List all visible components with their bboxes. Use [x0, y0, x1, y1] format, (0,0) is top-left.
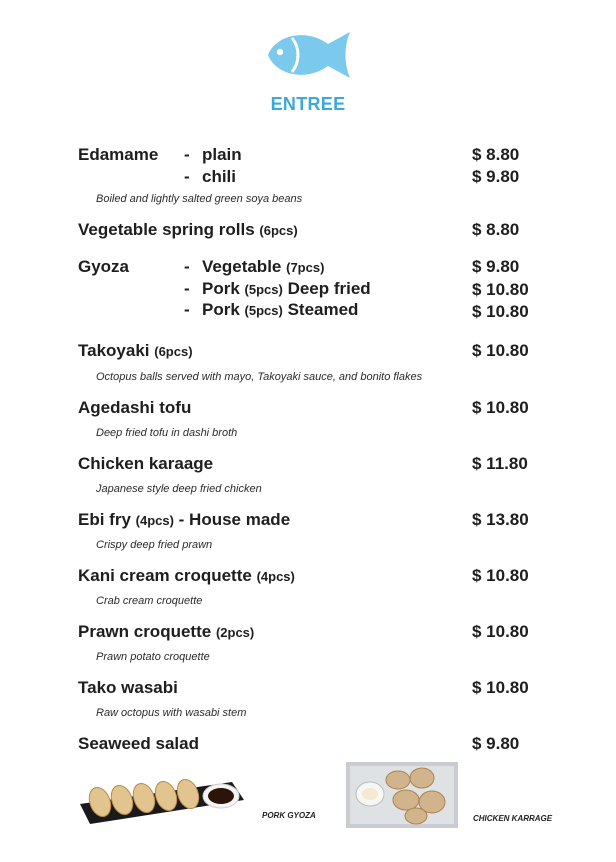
item-price: $ 8.80	[472, 220, 520, 239]
photo-caption: CHICKEN KARRAGE	[473, 814, 553, 823]
item-description: Octopus balls served with mayo, Takoyaki sauce, and bonito flakes	[96, 371, 423, 383]
option-price: $ 10.80	[472, 280, 529, 299]
item-description: Crab cream croquette	[96, 595, 203, 607]
item-qty: (2pcs)	[215, 625, 255, 640]
item-name-tako-wasabi: Tako wasabi	[78, 678, 178, 697]
option-price: $ 9.80	[472, 257, 520, 276]
item-description: Boiled and lightly salted green soya beans	[96, 193, 303, 205]
item-qty: (6pcs)	[154, 344, 193, 359]
menu-heading: ENTREE	[270, 94, 346, 114]
item-name-agedashi-tofu: Agedashi tofu	[78, 398, 192, 417]
option-dash: -	[184, 145, 190, 164]
option-label: Vegetable (7pcs)	[202, 257, 325, 276]
item-price: $ 10.80	[472, 622, 529, 641]
item-description: Prawn potato croquette	[96, 651, 210, 663]
option-label: Pork (5pcs) Deep fried	[202, 279, 371, 298]
option-dash: -	[184, 257, 190, 276]
item-name-ebi-fry: Ebi fry (4pcs) - House made	[78, 510, 291, 529]
item-qty: (4pcs)	[135, 513, 174, 528]
option-label: chili	[202, 167, 237, 186]
fish-icon	[266, 30, 352, 80]
item-name-kani-cream-croquette: Kani cream croquette (4pcs)	[78, 566, 295, 585]
item-name-chicken-karaage: Chicken karaage	[78, 454, 214, 473]
item-price: $ 11.80	[472, 454, 528, 473]
option-dash: -	[184, 279, 190, 298]
item-name-prawn-croquette: Prawn croquette (2pcs)	[78, 622, 255, 641]
item-name-gyoza: Gyoza	[78, 257, 130, 276]
option-dash: -	[184, 167, 190, 186]
item-name-seaweed-salad: Seaweed salad	[78, 734, 199, 753]
chicken-karaage-photo	[346, 762, 458, 828]
item-qty: (6pcs)	[259, 223, 298, 238]
item-description: Japanese style deep fried chicken	[96, 483, 262, 495]
item-name-spring-rolls: Vegetable spring rolls (6pcs)	[78, 220, 298, 239]
option-price: $ 8.80	[472, 145, 520, 164]
item-description: Crispy deep fried prawn	[96, 539, 213, 551]
item-price: $ 10.80	[472, 566, 529, 585]
option-label: plain	[202, 145, 242, 164]
item-price: $ 10.80	[472, 398, 529, 417]
item-price: $ 10.80	[472, 341, 529, 360]
item-description: Deep fried tofu in dashi broth	[96, 427, 238, 439]
item-name-takoyaki: Takoyaki (6pcs)	[78, 341, 193, 360]
option-price: $ 9.80	[472, 167, 520, 186]
item-price: $ 13.80	[472, 510, 529, 529]
item-price: $ 10.80	[472, 678, 529, 697]
item-qty: (4pcs)	[256, 569, 295, 584]
option-price: $ 10.80	[472, 302, 529, 321]
option-dash: -	[184, 300, 190, 319]
option-label: Pork (5pcs) Steamed	[202, 300, 359, 319]
photo-caption: PORK GYOZA	[262, 811, 316, 820]
item-description: Raw octopus with wasabi stem	[96, 707, 247, 719]
item-name-edamame: Edamame	[78, 145, 159, 164]
item-price: $ 9.80	[472, 734, 520, 753]
pork-gyoza-photo	[76, 776, 246, 826]
